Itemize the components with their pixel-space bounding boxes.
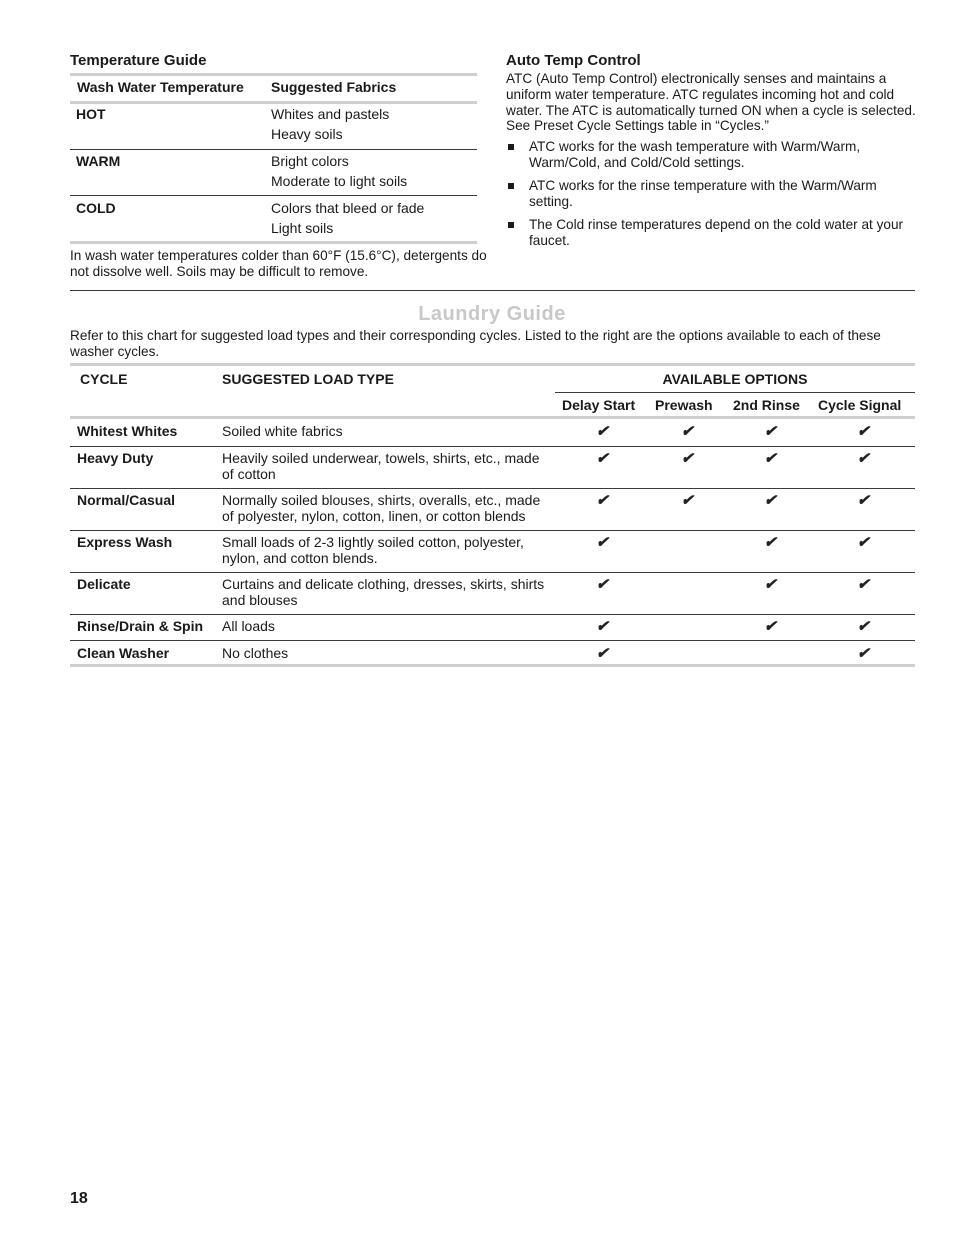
auto-temp-bullet	[506, 178, 916, 210]
check-mark-icon: ✔	[764, 576, 777, 593]
col-header-delay-start: Delay Start	[562, 397, 636, 413]
load-type: Small loads of 2-3 lightly soiled cotton, polyester, nylon, and cotton blends.	[222, 534, 524, 566]
check-mark-icon: ✔	[857, 534, 870, 551]
check-mark-icon: ✔	[764, 423, 777, 440]
col-header-wash-temp: Wash Water Temperature	[77, 79, 244, 95]
fabric-line: Colors that bleed or fade	[271, 200, 425, 216]
options-header-divider	[555, 392, 915, 393]
check-mark-icon: ✔	[764, 492, 777, 509]
row-divider	[70, 572, 915, 573]
check-mark-icon: ✔	[596, 534, 609, 551]
col-header-load-type: SUGGESTED LOAD TYPE	[222, 371, 394, 387]
col-header-fabrics: Suggested Fabrics	[271, 79, 397, 95]
temp-cold-label: COLD	[76, 200, 116, 216]
row-divider	[70, 149, 477, 150]
col-header-prewash: Prewash	[655, 397, 713, 413]
table-rule	[70, 416, 915, 419]
check-mark-icon: ✔	[596, 492, 609, 509]
fabric-line: Whites and pastels	[271, 106, 390, 122]
laundry-guide-intro: Refer to this chart for suggested load types and their corresponding cycles. Listed to the right are the options available to each of these washer cycles.	[70, 328, 881, 359]
check-mark-icon: ✔	[857, 423, 870, 440]
temp-hot-fabrics	[271, 104, 389, 144]
table-rule	[70, 73, 477, 76]
col-header-cycle: CYCLE	[80, 371, 128, 387]
auto-temp-title: Auto Temp Control	[506, 52, 641, 69]
col-header-2nd-rinse: 2nd Rinse	[733, 397, 800, 413]
bullet-square-icon	[508, 183, 514, 189]
bullet-text: ATC works for the wash temperature with Warm/Warm, Warm/Cold, and Cold/Cold settings.	[529, 139, 861, 170]
temperature-note: In wash water temperatures colder than 60°F (15.6°C), detergents do not dissolve well. Soils may be difficult to remove.	[70, 248, 487, 279]
bullet-text: ATC works for the rinse temperature with the Warm/Warm setting.	[529, 178, 877, 209]
row-divider	[70, 530, 915, 531]
check-mark-icon: ✔	[596, 450, 609, 467]
cycle-name: Normal/Casual	[77, 492, 176, 508]
cycle-name: Delicate	[77, 576, 131, 592]
table-rule	[70, 363, 915, 366]
bullet-square-icon	[508, 222, 514, 228]
check-mark-icon: ✔	[857, 618, 870, 635]
load-type: Curtains and delicate clothing, dresses, skirts, shirts and blouses	[222, 576, 545, 608]
cycle-name: Express Wash	[77, 534, 173, 550]
cycle-name: Heavy Duty	[77, 450, 154, 466]
check-mark-icon: ✔	[681, 492, 694, 509]
load-type: All loads	[222, 618, 275, 634]
check-mark-icon: ✔	[764, 618, 777, 635]
row-divider	[70, 488, 915, 489]
check-mark-icon: ✔	[857, 450, 870, 467]
section-divider	[70, 290, 915, 291]
check-mark-icon: ✔	[596, 645, 609, 662]
fabric-line: Moderate to light soils	[271, 173, 408, 189]
table-rule	[70, 241, 477, 244]
row-divider	[70, 446, 915, 447]
load-type: Normally soiled blouses, shirts, overalls, etc., made of polyester, nylon, cotton, linen, or cotton blends	[222, 492, 541, 524]
cycle-name: Whitest Whites	[77, 423, 178, 439]
check-mark-icon: ✔	[681, 423, 694, 440]
check-mark-icon: ✔	[857, 645, 870, 662]
fabric-line: Bright colors	[271, 153, 349, 169]
bullet-square-icon	[508, 144, 514, 150]
check-mark-icon: ✔	[681, 450, 694, 467]
bullet-text: The Cold rinse temperatures depend on the cold water at your faucet.	[529, 217, 904, 248]
row-divider	[70, 640, 915, 641]
cycle-name: Clean Washer	[77, 645, 170, 661]
auto-temp-body: ATC (Auto Temp Control) electronically senses and maintains a uniform water temperature. ATC regulates incoming hot and cold water. The ATC is automatically turned ON when a cycle is selected. See Preset Cycle Settings table in “Cycles.”	[506, 71, 916, 134]
temp-hot-label: HOT	[76, 106, 106, 122]
check-mark-icon: ✔	[764, 450, 777, 467]
temp-warm-fabrics	[271, 151, 407, 191]
temperature-guide-title: Temperature Guide	[70, 52, 207, 69]
cycle-name: Rinse/Drain & Spin	[77, 618, 204, 634]
col-header-cycle-signal: Cycle Signal	[818, 397, 902, 413]
table-rule	[70, 664, 915, 667]
fabric-line: Heavy soils	[271, 126, 343, 142]
load-type: Soiled white fabrics	[222, 423, 343, 439]
temp-warm-label: WARM	[76, 153, 121, 169]
check-mark-icon: ✔	[596, 618, 609, 635]
temp-cold-fabrics	[271, 198, 424, 238]
col-header-available-options: AVAILABLE OPTIONS	[662, 371, 808, 387]
laundry-guide-title: Laundry Guide	[418, 303, 566, 325]
check-mark-icon: ✔	[764, 534, 777, 551]
fabric-line: Light soils	[271, 220, 334, 236]
row-divider	[70, 195, 477, 196]
check-mark-icon: ✔	[596, 423, 609, 440]
load-type: Heavily soiled underwear, towels, shirts, etc., made of cotton	[222, 450, 540, 482]
check-mark-icon: ✔	[857, 492, 870, 509]
row-divider	[70, 614, 915, 615]
load-type: No clothes	[222, 645, 289, 661]
check-mark-icon: ✔	[857, 576, 870, 593]
auto-temp-bullet	[506, 217, 916, 249]
check-mark-icon: ✔	[596, 576, 609, 593]
page-number: 18	[70, 1190, 88, 1207]
auto-temp-bullet	[506, 139, 916, 171]
